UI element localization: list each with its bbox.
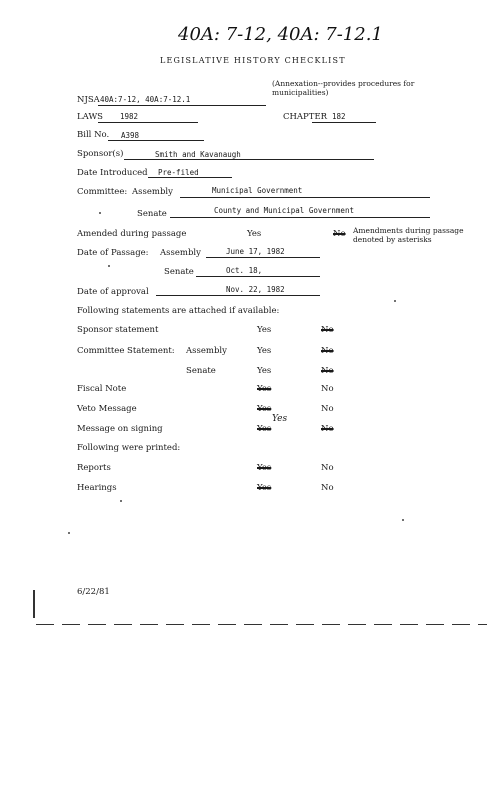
- dash-segment: [166, 624, 184, 625]
- committee-assembly-underline: [180, 197, 430, 198]
- approval-label: Date of approval: [77, 287, 149, 297]
- date-introduced-underline: [148, 177, 232, 178]
- message-signing-no: No: [321, 424, 334, 434]
- dash-segment: [374, 624, 392, 625]
- veto-message-no: No: [321, 404, 334, 414]
- hearings-yes: Yes: [257, 483, 272, 493]
- committee-statement-assembly-no: No: [321, 346, 334, 356]
- annotation: (Annexation--provides procedures for municipalities): [272, 79, 415, 97]
- committee-statement-label: Committee Statement:: [77, 346, 175, 356]
- form-date: 6/22/81: [77, 587, 110, 597]
- amended-label: Amended during passage: [77, 229, 187, 239]
- sponsor-label: Sponsor(s): [77, 149, 124, 159]
- committee-senate-label: Senate: [137, 209, 167, 219]
- scan-speck: [68, 532, 70, 534]
- dash-segment: [452, 624, 470, 625]
- bill-underline: [108, 140, 204, 141]
- scan-speck: [120, 500, 122, 502]
- approval-underline: [156, 295, 320, 296]
- scan-speck: [99, 212, 101, 214]
- sponsor-underline: [124, 159, 374, 160]
- passage-assembly-value: June 17, 1982: [226, 247, 285, 256]
- sponsor-statement-yes: Yes: [257, 325, 272, 335]
- passage-senate-label: Senate: [164, 267, 194, 277]
- statements-heading: Following statements are attached if available:: [77, 306, 280, 316]
- committee-label: Committee:: [77, 187, 128, 197]
- handwritten-yes-note: Yes: [272, 414, 288, 424]
- handwritten-statutes: 40A: 7-12, 40A: 7-12.1: [178, 24, 383, 45]
- hearings-label: Hearings: [77, 483, 117, 493]
- committee-statement-assembly-label: Assembly: [186, 346, 227, 356]
- sponsor-statement-no: No: [321, 325, 334, 335]
- sponsor-value: Smith and Kavanaugh: [155, 150, 241, 159]
- passage-label: Date of Passage:: [77, 248, 149, 258]
- passage-assembly-underline: [206, 257, 320, 258]
- fiscal-note-yes: Yes: [257, 384, 272, 394]
- njsa-underline: [98, 105, 266, 106]
- bill-label: Bill No.: [77, 130, 110, 140]
- committee-assembly-label: Assembly: [132, 187, 173, 197]
- passage-senate-underline: [196, 276, 320, 277]
- amended-no: No: [333, 229, 346, 239]
- veto-message-yes: Yes: [257, 404, 272, 414]
- committee-statement-senate-yes: Yes: [257, 366, 272, 376]
- bill-value: A398: [121, 131, 140, 140]
- amended-yes: Yes: [247, 229, 262, 239]
- njsa-label: NJSA: [77, 95, 100, 105]
- dash-segment: [270, 624, 288, 625]
- laws-label: LAWS: [77, 112, 103, 122]
- message-signing-yes: Yes: [257, 424, 272, 434]
- fiscal-note-label: Fiscal Note: [77, 384, 127, 394]
- reports-no: No: [321, 463, 334, 473]
- dash-segment: [296, 624, 314, 625]
- scan-speck: [394, 300, 396, 302]
- laws-underline: [98, 122, 198, 123]
- dash-segment: [426, 624, 444, 625]
- dash-segment: [322, 624, 340, 625]
- hearings-no: No: [321, 483, 334, 493]
- approval-value: Nov. 22, 1982: [226, 285, 285, 294]
- page-title: LEGISLATIVE HISTORY CHECKLIST: [160, 56, 346, 65]
- committee-statement-senate-label: Senate: [186, 366, 216, 376]
- scan-speck: [402, 519, 404, 521]
- committee-senate-underline: [170, 217, 430, 218]
- laws-value: 1982: [120, 112, 139, 121]
- dash-segment: [62, 624, 80, 625]
- committee-senate-value: County and Municipal Government: [214, 206, 354, 215]
- date-introduced-value: Pre-filed: [158, 168, 199, 177]
- dash-segment: [36, 624, 54, 625]
- dash-segment: [88, 624, 106, 625]
- dash-segment: [218, 624, 236, 625]
- chapter-underline: [312, 122, 376, 123]
- dash-segment: [244, 624, 262, 625]
- dash-segment: [348, 624, 366, 625]
- dash-segment: [140, 624, 158, 625]
- date-introduced-label: Date Introduced: [77, 168, 148, 178]
- message-signing-label: Message on signing: [77, 424, 163, 434]
- committee-statement-assembly-yes: Yes: [257, 346, 272, 356]
- dash-segment: [114, 624, 132, 625]
- chapter-value: 182: [332, 112, 346, 121]
- sponsor-statement-label: Sponsor statement: [77, 325, 159, 335]
- fiscal-note-no: No: [321, 384, 334, 394]
- chapter-label: CHAPTER: [283, 112, 328, 122]
- veto-message-label: Veto Message: [77, 404, 137, 414]
- passage-senate-value: Oct. 18,: [226, 266, 263, 275]
- scan-speck: [108, 265, 110, 267]
- dash-segment: [400, 624, 418, 625]
- passage-assembly-label: Assembly: [160, 248, 201, 258]
- dash-segment: [192, 624, 210, 625]
- printed-heading: Following were printed:: [77, 443, 181, 453]
- reports-label: Reports: [77, 463, 111, 473]
- amended-note: Amendments during passage denoted by asterisks: [353, 226, 464, 244]
- njsa-value: 40A:7-12, 40A:7-12.1: [100, 95, 191, 104]
- committee-assembly-value: Municipal Government: [212, 186, 303, 195]
- dash-segment: [478, 624, 487, 625]
- committee-statement-senate-no: No: [321, 366, 334, 376]
- scan-edge-mark: [33, 590, 35, 618]
- reports-yes: Yes: [257, 463, 272, 473]
